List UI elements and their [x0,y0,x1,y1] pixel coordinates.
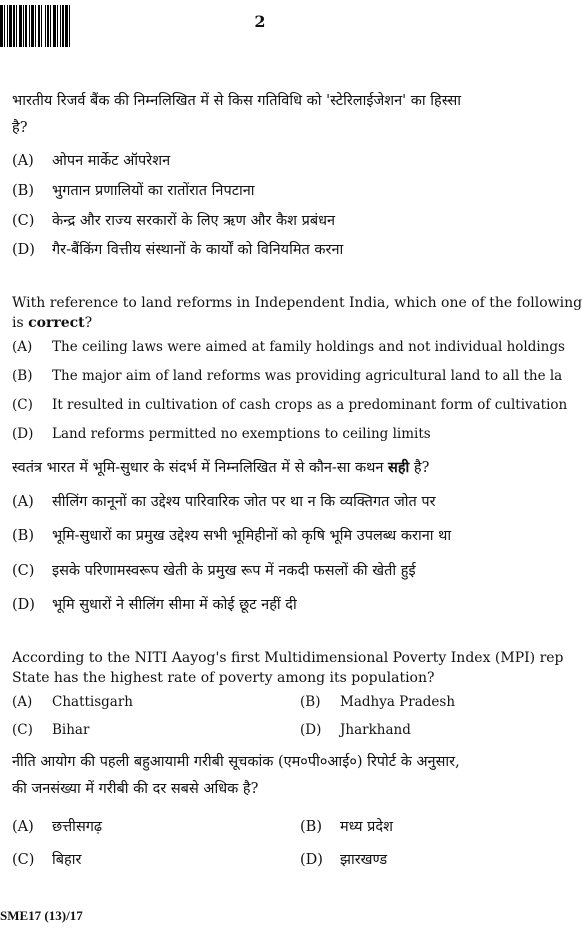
option-d: (D) Land reforms permitted no exemptions to ceiling limits [12,426,431,442]
option-c: (C) केन्द्र और राज्य सरकारों के लिए ऋण और कैश प्रबंधन [12,213,336,229]
question-stem-line: is correct? [12,315,93,331]
option-c: (C) It resulted in cultivation of cash crops as a predominant form of cultivation [12,397,568,413]
option-a: (A) Chattisgarh [12,694,134,710]
option-c: (C) इसके परिणामस्वरूप खेती के प्रमुख रूप में नकदी फसलों की खेती हुई [12,563,416,579]
question-stem-line: स्वतंत्र भारत में भूमि-सुधार के संदर्भ में निम्नलिखित में से कौन-सा कथन सही है? [12,459,430,476]
question-stem-line: According to the NITI Aayog's first Multidimensional Poverty Index (MPI) rep [12,650,564,666]
option-b: (B) The major aim of land reforms was providing agricultural land to all the la [12,368,563,384]
page-number: 2 [254,12,266,31]
question-stem-line: With reference to land reforms in Independent India, which one of the following [12,295,582,311]
option-d: (D) Jharkhand [300,722,411,738]
option-d: (D) गैर-बैंकिंग वित्तीय संस्थानों के कार्यों को विनियमित करना [12,242,344,258]
option-c: (C) बिहार [12,852,82,868]
option-b: (B) भुगतान प्रणालियों का रातोंरात निपटाना [12,183,255,199]
option-a: (A) छत्तीसगढ़ [12,819,103,835]
question-stem-line: भारतीय रिजर्व बैंक की निम्नलिखित में से किस गतिविधि को 'स्टेरिलाईजेशन' का हिस्सा [12,93,462,109]
option-b: (B) भूमि-सुधारों का प्रमुख उद्देश्य सभी भूमिहीनों को कृषि भूमि उपलब्ध कराना था [12,528,452,544]
option-b: (B) मध्य प्रदेश [300,819,393,835]
option-d: (D) झारखण्ड [300,852,388,868]
footer-code: SME17 (13)/17 [0,908,83,923]
option-a: (A) ओपन मार्केट ऑपरेशन [12,153,171,169]
question-stem-line: State has the highest rate of poverty among its population? [12,670,435,686]
question-stem-line: नीति आयोग की पहली बहुआयामी गरीबी सूचकांक (एम०पी०आई०) रिपोर्ट के अनुसार, [12,754,460,770]
option-d: (D) भूमि सुधारों ने सीलिंग सीमा में कोई छूट नहीं दी [12,597,297,613]
option-a: (A) सीलिंग कानूनों का उद्देश्य पारिवारिक जोत पर था न कि व्यक्तिगत जोत पर [12,494,436,510]
question-stem-line: की जनसंख्या में गरीबी की दर सबसे अधिक है? [12,781,259,797]
option-b: (B) Madhya Pradesh [300,694,456,710]
option-a: (A) The ceiling laws were aimed at family holdings and not individual holdings [12,339,565,355]
question-stem-line: है? [12,120,28,136]
option-c: (C) Bihar [12,722,90,738]
